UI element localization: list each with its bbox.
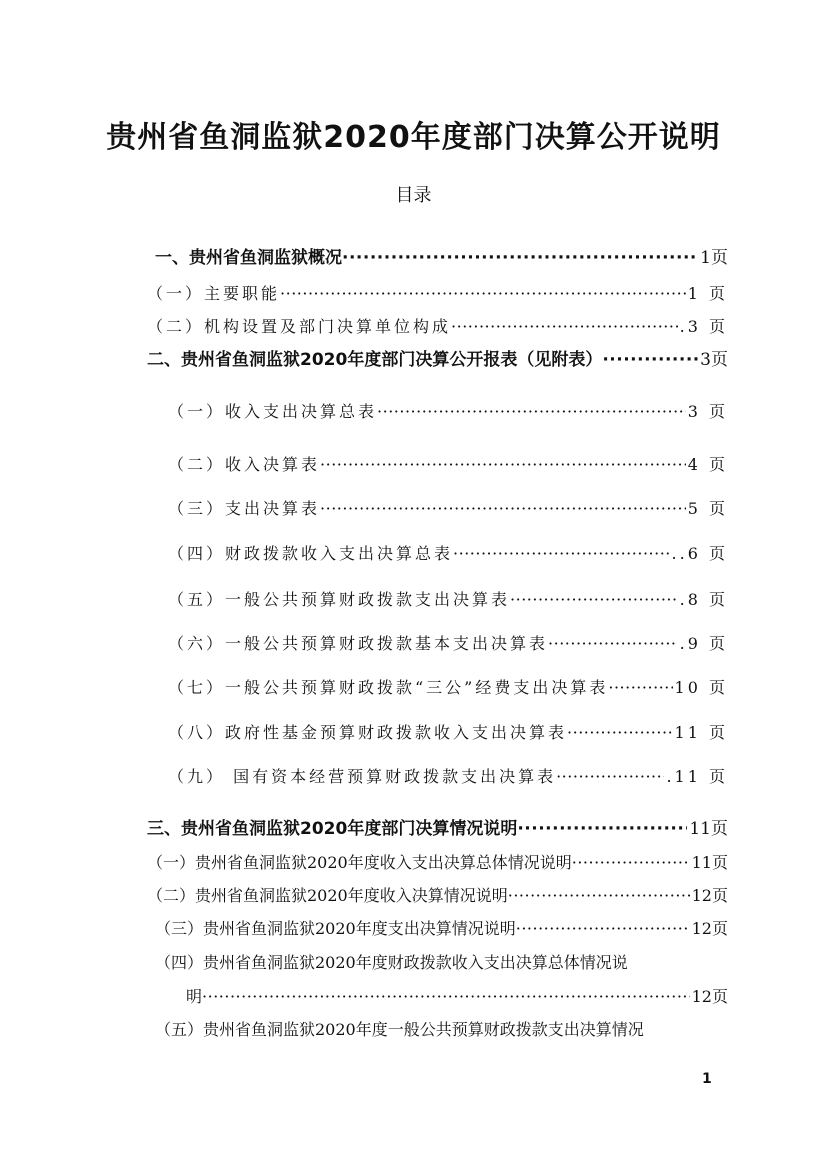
toc-entry-3-4-continued[interactable]: 明 ····· 12页 xyxy=(186,986,728,1008)
toc-entry-3-3[interactable]: （三）贵州省鱼洞监狱2020年度支出决算情况说明 ····· 12页 xyxy=(155,918,728,940)
document-title: 贵州省鱼洞监狱2020年度部门决算公开说明 xyxy=(106,120,721,155)
toc-entry-1-1[interactable]: （一）主要职能 ····· 1 页 xyxy=(147,283,728,305)
toc-entry-2-1[interactable]: （一）收入支出决算总表 ····· 3 页 xyxy=(168,401,728,423)
toc-entry-1-2[interactable]: （二）机构设置及部门决算单位构成 ····· .3 页 xyxy=(147,316,728,338)
toc-entry-3-5[interactable]: （五）贵州省鱼洞监狱2020年度一般公共预算财政拨款支出决算情况 xyxy=(155,1020,644,1039)
toc-entry-2-4[interactable]: （四）财政拨款收入支出决算总表 ····· ..6 页 xyxy=(168,543,728,565)
toc-entry-2-5[interactable]: （五）一般公共预算财政拨款支出决算表 ····· .8 页 xyxy=(168,589,728,611)
toc-heading: 目录 xyxy=(395,185,432,206)
toc-entry-section-2[interactable]: 二、贵州省鱼洞监狱2020年度部门决算公开报表（见附表） ····· 3页 xyxy=(147,349,728,371)
toc-entry-2-6[interactable]: （六）一般公共预算财政拨款基本支出决算表 ····· .9 页 xyxy=(168,633,728,655)
toc-entry-2-2[interactable]: （二）收入决算表 ····· 4 页 xyxy=(168,454,728,476)
toc-entry-2-3[interactable]: （三）支出决算表 ····· 5 页 xyxy=(168,498,728,520)
toc-entry-section-3[interactable]: 三、贵州省鱼洞监狱2020年度部门决算情况说明 ····· 11页 xyxy=(147,818,728,840)
toc-entry-2-9[interactable]: （九） 国有资本经营预算财政拨款支出决算表 ····· .11 页 xyxy=(168,766,728,788)
toc-entry-2-7[interactable]: （七）一般公共预算财政拨款“三公”经费支出决算表 ····· 10 页 xyxy=(168,677,728,699)
toc-entry-3-4[interactable]: （四）贵州省鱼洞监狱2020年度财政拨款收入支出决算总体情况说 xyxy=(155,953,628,972)
toc-entry-section-1[interactable]: 一、贵州省鱼洞监狱概况 ····· 1页 xyxy=(155,247,728,269)
toc-entry-2-8[interactable]: （八）政府性基金预算财政拨款收入支出决算表 ····· 11 页 xyxy=(168,722,728,744)
page-number: 1 xyxy=(702,1071,712,1087)
toc-entry-3-1[interactable]: （一）贵州省鱼洞监狱2020年度收入支出决算总体情况说明 ····· 11页 xyxy=(147,852,728,874)
toc-entry-3-2[interactable]: （二）贵州省鱼洞监狱2020年度收入决算情况说明 ····· 12页 xyxy=(147,885,728,907)
